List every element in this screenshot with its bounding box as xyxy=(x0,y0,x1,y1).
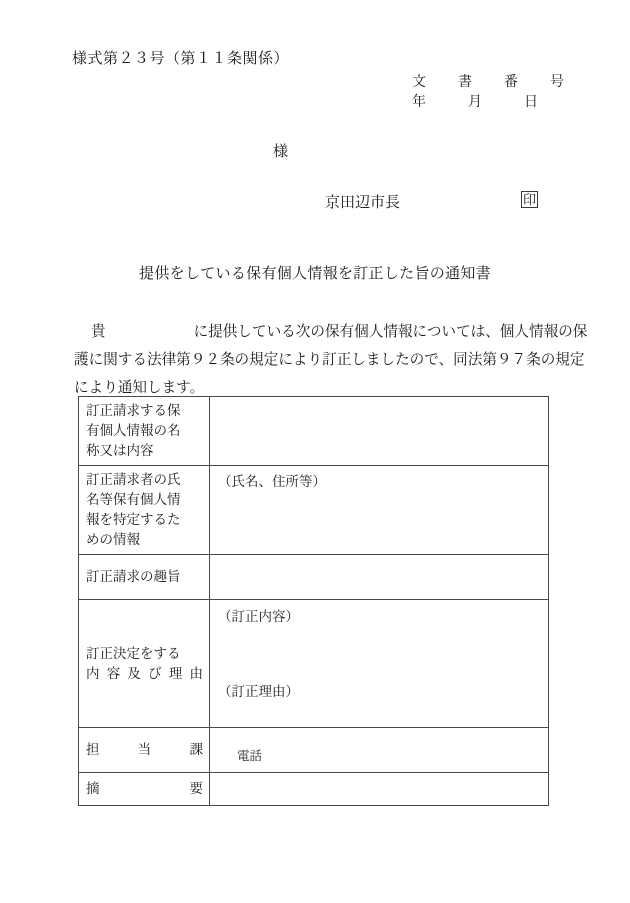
label-line: 称又は内容 xyxy=(86,443,154,458)
label-line: 訂正請求する保 xyxy=(86,403,181,418)
page-title: 提供をしている保有個人情報を訂正した旨の通知書 xyxy=(139,266,491,282)
row-value-corrected-info-name[interactable] xyxy=(210,397,549,466)
label-line: 有個人情報の名 xyxy=(86,423,181,438)
table-row xyxy=(79,466,549,555)
row-label-decision-content-reason xyxy=(79,600,210,728)
body-line-1-rest: に提供している次の保有個人情報については、個人情報の保 xyxy=(193,324,588,340)
label-text xyxy=(86,644,203,684)
row-label-department xyxy=(79,728,210,773)
document-number-label: 文 書 番 号 xyxy=(412,75,573,90)
body-paragraph xyxy=(74,318,588,402)
row-value-request-purpose[interactable] xyxy=(210,555,549,600)
row-value-remarks[interactable] xyxy=(210,773,549,806)
label-line: 訂正請求者の氏 xyxy=(86,472,181,487)
table-row xyxy=(79,397,549,466)
row-label-corrected-info-name xyxy=(79,397,210,466)
addressee-honorific: 様 xyxy=(273,144,289,160)
correction-content-hint: （訂正内容） xyxy=(218,609,299,624)
row-label-remarks xyxy=(79,773,210,806)
row-label-requester-identity xyxy=(79,466,210,555)
body-line-1 xyxy=(74,318,588,346)
label-line: 摘要 xyxy=(86,781,203,796)
body-line-2: 護に関する法律第９２条の規定により訂正しましたので、同法第９７条の規定 xyxy=(74,352,585,368)
label-line: 担当課 xyxy=(86,742,203,757)
date-label: 年 月 日 xyxy=(412,95,538,110)
table-row xyxy=(79,728,549,773)
label-line: 報を特定するた xyxy=(86,512,181,527)
row-value-requester-identity[interactable]: （氏名、住所等） xyxy=(210,466,549,555)
label-line: 名等保有個人情 xyxy=(86,492,181,507)
form-number: 様式第２３号（第１１条関係） xyxy=(72,51,290,67)
table-row xyxy=(79,773,549,806)
label-line: 訂正決定をする xyxy=(86,645,181,661)
label-line: 訂正請求の趣旨 xyxy=(86,569,181,584)
row-label-request-purpose xyxy=(79,555,210,600)
label-line: 内容及び理由 xyxy=(86,665,203,681)
document-meta xyxy=(412,73,573,113)
body-line-1-prefix: 貴 xyxy=(91,324,106,340)
label-text xyxy=(86,401,203,461)
label-text xyxy=(86,470,203,550)
body-line-3: により通知します。 xyxy=(74,380,205,396)
label-line: めの情報 xyxy=(86,532,140,547)
row-value-decision-content-reason[interactable] xyxy=(210,600,549,728)
correction-reason-hint: （訂正理由） xyxy=(218,684,299,699)
seal-icon: 印 xyxy=(522,192,536,207)
phone-label: 電話 xyxy=(237,749,263,763)
issuer-name: 京田辺市長 xyxy=(325,195,401,211)
label-text xyxy=(86,567,203,587)
row-value-department[interactable] xyxy=(210,728,549,773)
table-row xyxy=(79,600,549,728)
table-row xyxy=(79,555,549,600)
notification-details-table xyxy=(78,396,549,806)
